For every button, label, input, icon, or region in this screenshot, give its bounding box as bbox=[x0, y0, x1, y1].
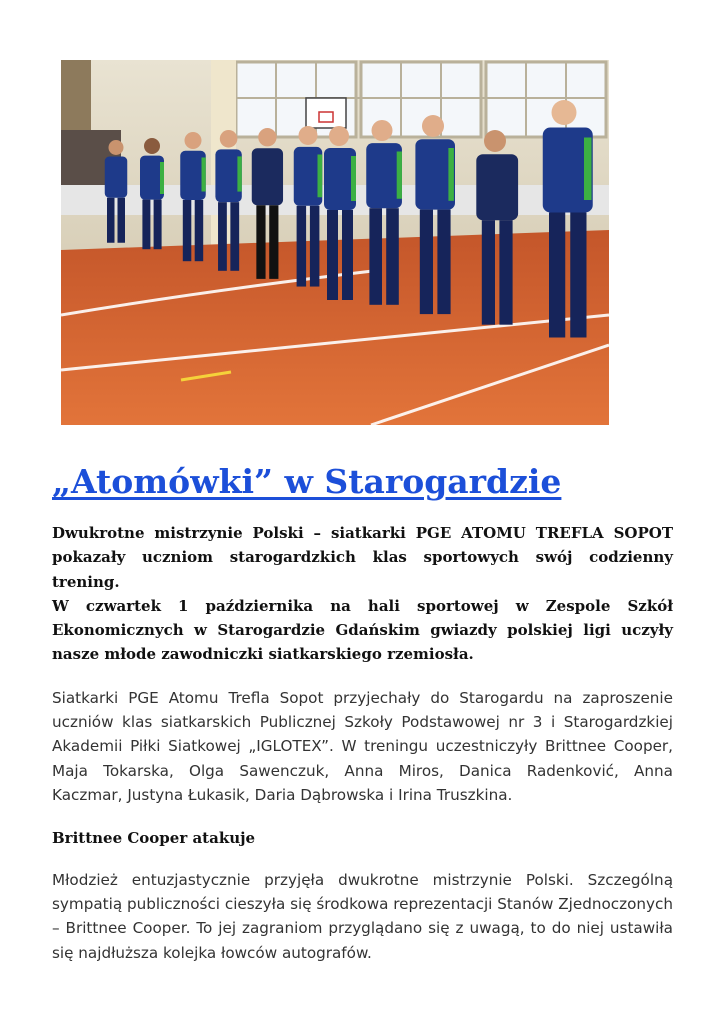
article-title[interactable]: „Atomówki” w Starogardzie bbox=[52, 462, 562, 501]
paragraph-line: sympatią publiczności cieszyła się środkowa reprezentacji Stanów Zjednoczonych bbox=[52, 895, 674, 914]
article-lead bbox=[52, 521, 673, 667]
paragraph-line: Siatkarki PGE Atomu Trefla Sopot przyjechały do Starogardu na zaproszenie bbox=[52, 689, 673, 707]
lead-line: W czwartek 1 października na hali sportowej w Zespole Szkół bbox=[52, 596, 673, 615]
lead-line: nasze młode zawodniczki siatkarskiego rzemiosła. bbox=[52, 645, 474, 664]
team-photo bbox=[61, 60, 609, 425]
lead-line: Dwukrotne mistrzynie Polski – siatkarki PGE ATOMU TREFLA SOPOT bbox=[52, 524, 673, 542]
lead-line: pokazały uczniom starogardzkich klas sportowych swój codzienny trening. bbox=[52, 548, 673, 591]
article-paragraph-1 bbox=[52, 686, 673, 807]
paragraph-line: Kaczmar, Justyna Łukasik, Daria Dąbrowska i Irina Truszkina. bbox=[52, 785, 513, 804]
lead-line: Ekonomicznych w Starogardzie Gdańskim gwiazdy polskiej ligi uczyły bbox=[52, 621, 673, 640]
article-subheading: Brittnee Cooper atakuje bbox=[52, 829, 256, 847]
paragraph-line: uczniów klas siatkarskich Publicznej Szkoły Podstawowej nr 3 i Starogardzkiej bbox=[52, 713, 673, 732]
article-paragraph-2 bbox=[52, 868, 673, 965]
paragraph-line: Akademii Piłki Siatkowej „IGLOTEX”. W treningu uczestniczyły Brittnee Cooper, bbox=[52, 737, 673, 756]
paragraph-line: Maja Tokarska, Olga Sawenczuk, Anna Miros, Danica Radenković, Anna bbox=[52, 761, 673, 780]
paragraph-line: się najdłuższa kolejka łowców autografów. bbox=[52, 943, 372, 962]
paragraph-line: – Brittnee Cooper. To jej zagraniom przyglądano się z uwagą, to do niej ustawiła bbox=[52, 919, 673, 938]
paragraph-line: Młodzież entuzjastycznie przyjęła dwukrotne mistrzynie Polski. Szczególną bbox=[52, 871, 673, 889]
